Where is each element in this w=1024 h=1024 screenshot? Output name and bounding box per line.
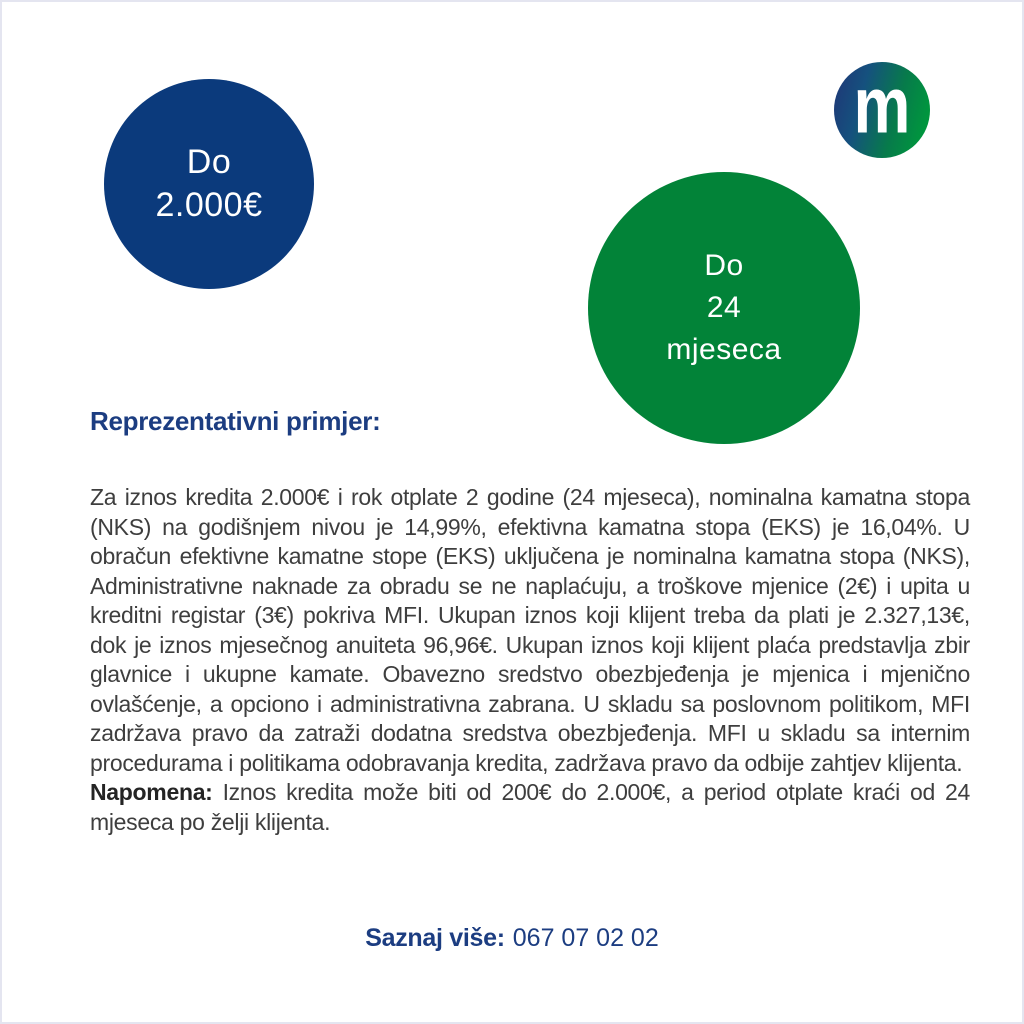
cta-label: Saznaj više:	[365, 924, 505, 952]
contact-line	[0, 924, 1024, 953]
term-badge	[588, 172, 860, 444]
representative-example-title: Reprezentativni primjer:	[90, 406, 381, 436]
note-label: Napomena:	[90, 779, 213, 805]
note-text: Iznos kredita može biti od 200€ do 2.000€, a period otplate kraći od 24 mjeseca po želji klijenta.	[90, 779, 970, 835]
mfi-logo-letter: m	[853, 60, 911, 150]
amount-badge-line1: Do	[186, 143, 232, 181]
mfi-logo	[834, 62, 930, 158]
term-badge-line2: 24	[706, 291, 742, 324]
term-badge-line1: Do	[704, 249, 744, 282]
phone-number: 067 07 02 02	[512, 924, 659, 952]
legal-text	[90, 483, 970, 837]
legal-main-text: Za iznos kredita 2.000€ i rok otplate 2 godine (24 mjeseca), nominalna kamatna stopa (NKS) na godišnjem nivou je 14,99%, efektivna kamatna stopa (EKS) je 16,04%. U obračun efektivne kamatne stope (EKS) uključena je nominalna kamatna stopa (NKS), Administrativne naknade za obradu se ne naplaćuju, a troškove mjenice (2€) i upita u kreditni registar (3€) pokriva MFI. Ukupan iznos koji klijent treba da plati je 2.327,13€, dok je iznos mjesečnog anuiteta 96,96€. Ukupan iznos koji klijent plaća predstavlja zbir glavnice i ukupne kamate. Obavezno sredstvo obezbjeđenja je mjenica i mjenično ovlašćenje, a opciono i administrativna zabrana. U skladu sa poslovnom politikom, MFI zadržava pravo da zatraži dodatna sredstva obezbjeđenja. MFI u skladu sa internim procedurama i politikama odobravanja kredita, zadržava pravo da odbije zahtjev klijenta.	[90, 484, 970, 776]
amount-badge-line2: 2.000€	[155, 186, 263, 224]
amount-badge	[104, 79, 314, 289]
term-badge-line3: mjeseca	[666, 333, 782, 366]
